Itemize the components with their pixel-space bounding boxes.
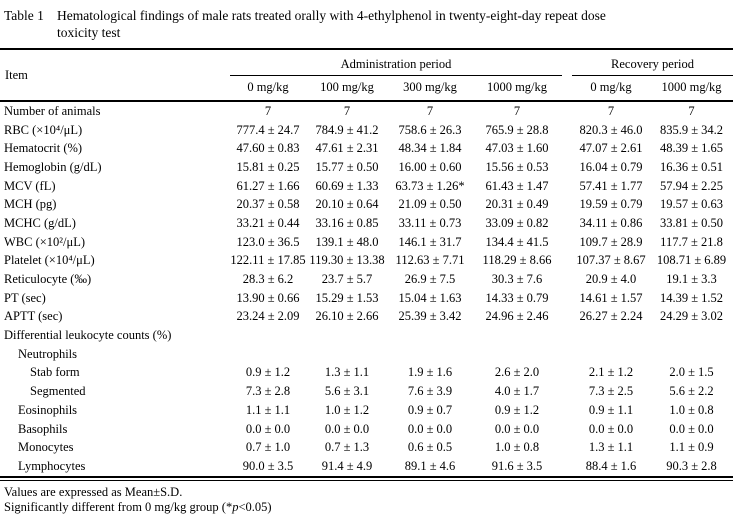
value-cell: 139.1 ± 48.0 (315, 234, 379, 249)
value-cell: 91.6 ± 3.5 (472, 457, 562, 477)
table-row (0, 308, 733, 327)
value-cell: 30.3 ± 7.6 (491, 272, 543, 287)
value-cell: 19.57 ± 0.63 (659, 197, 724, 212)
column-spacer (562, 457, 572, 477)
table-row (0, 214, 733, 233)
recovery-period-header: Recovery period (572, 49, 733, 76)
table-row (0, 438, 733, 457)
value-cell: 89.1 ± 4.6 (388, 457, 472, 477)
footnote-p-symbol: p (232, 500, 239, 515)
table-row (0, 158, 733, 177)
column-spacer (562, 101, 572, 121)
row-label: Neutrophils (18, 346, 78, 361)
value-cell: 1.1 ± 0.9 (669, 440, 714, 455)
column-spacer (562, 382, 572, 401)
column-spacer (562, 326, 572, 345)
value-cell: 91.4 ± 4.9 (306, 457, 388, 477)
value-cell: 0.0 ± 0.0 (669, 421, 714, 436)
administration-period-header: Administration period (230, 49, 562, 76)
value-cell: 19.1 ± 3.3 (666, 272, 717, 287)
value-cell: 57.41 ± 1.77 (579, 178, 643, 193)
value-cell: 1.3 ± 1.1 (324, 365, 370, 380)
value-cell (388, 345, 472, 364)
value-cell: 48.34 ± 1.84 (398, 141, 462, 156)
dose-header-admin-1000: 1000 mg/kg (472, 76, 562, 102)
row-label: RBC (×10⁴/μL) (4, 122, 83, 137)
row-label: Basophils (18, 421, 68, 436)
value-cell: 1.9 ± 1.6 (407, 365, 453, 380)
value-cell: 1.0 ± 0.8 (669, 402, 714, 417)
row-label: MCHC (g/dL) (4, 215, 76, 230)
row-label: WBC (×10²/μL) (4, 234, 86, 249)
value-cell: 24.96 ± 2.46 (485, 309, 549, 324)
value-cell: 146.1 ± 31.7 (398, 234, 462, 249)
value-cell: 61.27 ± 1.66 (236, 178, 300, 193)
value-cell (572, 345, 650, 364)
row-label: Platelet (×10⁴/μL) (4, 253, 95, 268)
row-label: Stab form (30, 365, 80, 380)
value-cell: 19.59 ± 0.79 (579, 197, 643, 212)
dose-header-recovery-1000: 1000 mg/kg (650, 76, 733, 102)
value-cell: 57.94 ± 2.25 (659, 178, 724, 193)
value-cell: 7 (343, 103, 351, 118)
value-cell: 47.61 ± 2.31 (315, 141, 379, 156)
value-cell: 777.4 ± 24.7 (236, 122, 300, 137)
table-row (0, 420, 733, 439)
value-cell: 0.9 ± 1.2 (494, 402, 540, 417)
row-label: APTT (sec) (4, 309, 63, 324)
row-label: Number of animals (4, 103, 101, 118)
value-cell: 107.37 ± 8.67 (576, 253, 646, 268)
table-row (0, 345, 733, 364)
value-cell: 20.10 ± 0.64 (315, 197, 379, 212)
value-cell: 117.7 ± 21.8 (660, 234, 723, 249)
value-cell: 33.09 ± 0.82 (485, 215, 549, 230)
value-cell: 47.07 ± 2.61 (579, 141, 643, 156)
row-label: PT (sec) (4, 290, 46, 305)
column-spacer (562, 420, 572, 439)
value-cell: 2.0 ± 1.5 (669, 365, 714, 380)
value-cell: 7 (688, 103, 695, 118)
row-label: Hematocrit (%) (4, 141, 83, 156)
column-spacer (562, 438, 572, 457)
column-spacer (562, 289, 572, 308)
value-cell: 0.9 ± 0.7 (407, 402, 453, 417)
item-column-header: Item (0, 49, 230, 101)
footnote-significance (4, 500, 733, 516)
table-row (0, 270, 733, 289)
value-cell: 7 (513, 103, 521, 118)
table-row (0, 121, 733, 140)
value-cell: 0.0 ± 0.0 (494, 421, 540, 436)
table-caption (0, 0, 733, 41)
value-cell: 7.6 ± 3.9 (407, 384, 453, 399)
value-cell: 119.30 ± 13.38 (309, 253, 385, 268)
table-row (0, 195, 733, 214)
table-number: Table 1 (4, 8, 44, 23)
value-cell (472, 326, 562, 345)
column-spacer (562, 139, 572, 158)
value-cell: 21.09 ± 0.50 (398, 197, 462, 212)
value-cell: 61.43 ± 1.47 (485, 178, 549, 193)
value-cell: 20.9 ± 4.0 (585, 272, 637, 287)
value-cell: 7 (426, 103, 434, 118)
value-cell: 33.11 ± 0.73 (398, 215, 462, 230)
value-cell: 765.9 ± 28.8 (485, 122, 549, 137)
value-cell: 15.81 ± 0.25 (236, 159, 300, 174)
row-label: Differential leukocyte counts (%) (4, 328, 172, 343)
value-cell: 16.36 ± 0.51 (659, 159, 724, 174)
value-cell: 28.3 ± 6.2 (242, 272, 294, 287)
value-cell: 16.00 ± 0.60 (398, 159, 462, 174)
value-cell: 20.37 ± 0.58 (236, 197, 300, 212)
dose-header-admin-300: 300 mg/kg (388, 76, 472, 102)
value-cell: 47.60 ± 0.83 (236, 141, 300, 156)
column-spacer (562, 270, 572, 289)
hematology-table (0, 48, 733, 478)
value-cell (306, 345, 388, 364)
footnote-significance-prefix: Significantly different from 0 mg/kg group (* (4, 500, 233, 515)
value-cell: 2.6 ± 2.0 (494, 365, 540, 380)
value-cell: 109.7 ± 28.9 (579, 234, 643, 249)
table-row (0, 139, 733, 158)
table-row (0, 401, 733, 420)
value-cell: 26.10 ± 2.66 (315, 309, 379, 324)
table-row (0, 177, 733, 196)
row-label: Reticulocyte (‰) (4, 272, 92, 287)
value-cell: 112.63 ± 7.71 (395, 253, 465, 268)
value-cell: 0.0 ± 0.0 (407, 421, 453, 436)
value-cell: 47.03 ± 1.60 (485, 141, 549, 156)
value-cell: 0.7 ± 1.0 (245, 440, 291, 455)
value-cell: 15.56 ± 0.53 (485, 159, 549, 174)
value-cell: 63.73 ± 1.26* (395, 178, 465, 193)
value-cell: 2.1 ± 1.2 (588, 365, 634, 380)
value-cell: 1.3 ± 1.1 (588, 440, 634, 455)
table-row (0, 289, 733, 308)
value-cell: 26.27 ± 2.24 (579, 309, 643, 324)
column-group-spacer (562, 49, 572, 101)
value-cell: 0.7 ± 1.3 (324, 440, 370, 455)
table-row (0, 252, 733, 271)
value-cell: 14.39 ± 1.52 (659, 290, 724, 305)
column-spacer (562, 252, 572, 271)
value-cell: 14.61 ± 1.57 (579, 290, 643, 305)
dose-header-admin-0: 0 mg/kg (230, 76, 306, 102)
column-spacer (562, 121, 572, 140)
value-cell (572, 326, 650, 345)
value-cell: 1.0 ± 1.2 (324, 402, 370, 417)
column-spacer (562, 177, 572, 196)
value-cell: 5.6 ± 3.1 (324, 384, 370, 399)
value-cell: 20.31 ± 0.49 (485, 197, 549, 212)
value-cell: 5.6 ± 2.2 (669, 384, 714, 399)
value-cell: 7.3 ± 2.8 (245, 384, 291, 399)
value-cell (306, 326, 388, 345)
row-label: Monocytes (18, 440, 74, 455)
value-cell: 1.1 ± 1.1 (245, 402, 291, 417)
row-label: Hemoglobin (g/dL) (4, 159, 102, 174)
value-cell: 25.39 ± 3.42 (398, 309, 462, 324)
column-spacer (562, 308, 572, 327)
row-label: Segmented (30, 384, 86, 399)
value-cell: 13.90 ± 0.66 (236, 290, 300, 305)
value-cell: 4.0 ± 1.7 (494, 384, 540, 399)
value-cell: 33.81 ± 0.50 (659, 215, 724, 230)
value-cell: 820.3 ± 46.0 (579, 122, 643, 137)
value-cell: 7 (264, 103, 272, 118)
column-spacer (562, 345, 572, 364)
footnote-mean-sd: Values are expressed as Mean±S.D. (4, 484, 183, 499)
value-cell: 7.3 ± 2.5 (588, 384, 634, 399)
value-cell: 33.21 ± 0.44 (236, 215, 300, 230)
table-row (0, 382, 733, 401)
value-cell (230, 345, 306, 364)
row-label: Eosinophils (18, 402, 78, 417)
value-cell: 60.69 ± 1.33 (315, 178, 379, 193)
table-row (0, 233, 733, 252)
value-cell (230, 326, 306, 345)
value-cell: 15.77 ± 0.50 (315, 159, 379, 174)
table-row (0, 364, 733, 383)
table-row (0, 101, 733, 121)
value-cell: 134.4 ± 41.5 (485, 234, 549, 249)
value-cell (472, 345, 562, 364)
footnote-significance-suffix: <0.05) (238, 500, 272, 515)
value-cell: 784.9 ± 41.2 (315, 122, 379, 137)
value-cell: 90.3 ± 2.8 (650, 457, 733, 477)
table-body (0, 101, 733, 477)
value-cell: 0.0 ± 0.0 (245, 421, 291, 436)
value-cell: 16.04 ± 0.79 (579, 159, 643, 174)
value-cell: 23.24 ± 2.09 (236, 309, 300, 324)
value-cell: 0.0 ± 0.0 (324, 421, 370, 436)
value-cell: 0.6 ± 0.5 (407, 440, 453, 455)
row-label: MCV (fL) (4, 178, 56, 193)
value-cell: 123.0 ± 36.5 (236, 234, 300, 249)
value-cell: 835.9 ± 34.2 (659, 122, 724, 137)
table-title-line2: toxicity test (57, 25, 121, 40)
table-row (0, 326, 733, 345)
value-cell: 34.11 ± 0.86 (579, 215, 643, 230)
dose-header-admin-100: 100 mg/kg (306, 76, 388, 102)
value-cell: 0.0 ± 0.0 (588, 421, 634, 436)
value-cell: 33.16 ± 0.85 (315, 215, 379, 230)
value-cell: 7 (607, 103, 615, 118)
value-cell: 108.71 ± 6.89 (656, 253, 727, 268)
group-header-row (0, 49, 733, 76)
value-cell: 24.29 ± 3.02 (659, 309, 724, 324)
value-cell: 0.9 ± 1.1 (588, 402, 634, 417)
value-cell: 23.7 ± 5.7 (321, 272, 373, 287)
value-cell: 88.4 ± 1.6 (572, 457, 650, 477)
value-cell: 0.9 ± 1.2 (245, 365, 291, 380)
table-header (0, 49, 733, 101)
table-row (0, 457, 733, 477)
value-cell (650, 326, 733, 345)
column-spacer (562, 195, 572, 214)
dose-header-recovery-0: 0 mg/kg (572, 76, 650, 102)
value-cell: 14.33 ± 0.79 (485, 290, 549, 305)
row-label: Lymphocytes (0, 457, 230, 477)
column-spacer (562, 214, 572, 233)
value-cell: 122.11 ± 17.85 (230, 253, 306, 268)
column-spacer (562, 233, 572, 252)
value-cell: 758.6 ± 26.3 (398, 122, 462, 137)
value-cell: 90.0 ± 3.5 (230, 457, 306, 477)
value-cell: 15.29 ± 1.53 (315, 290, 379, 305)
column-spacer (562, 158, 572, 177)
column-spacer (562, 401, 572, 420)
table-title-line1: Hematological findings of male rats treated orally with 4-ethylphenol in twenty-eight-day repeat dose (57, 8, 606, 23)
footnotes (0, 481, 733, 516)
value-cell: 26.9 ± 7.5 (404, 272, 456, 287)
value-cell (650, 345, 733, 364)
row-label: MCH (pg) (4, 197, 57, 212)
value-cell (388, 326, 472, 345)
value-cell: 1.0 ± 0.8 (494, 440, 540, 455)
column-spacer (562, 364, 572, 383)
value-cell: 15.04 ± 1.63 (398, 290, 462, 305)
value-cell: 48.39 ± 1.65 (659, 141, 724, 156)
value-cell: 118.29 ± 8.66 (482, 253, 552, 268)
table-title (57, 7, 725, 41)
